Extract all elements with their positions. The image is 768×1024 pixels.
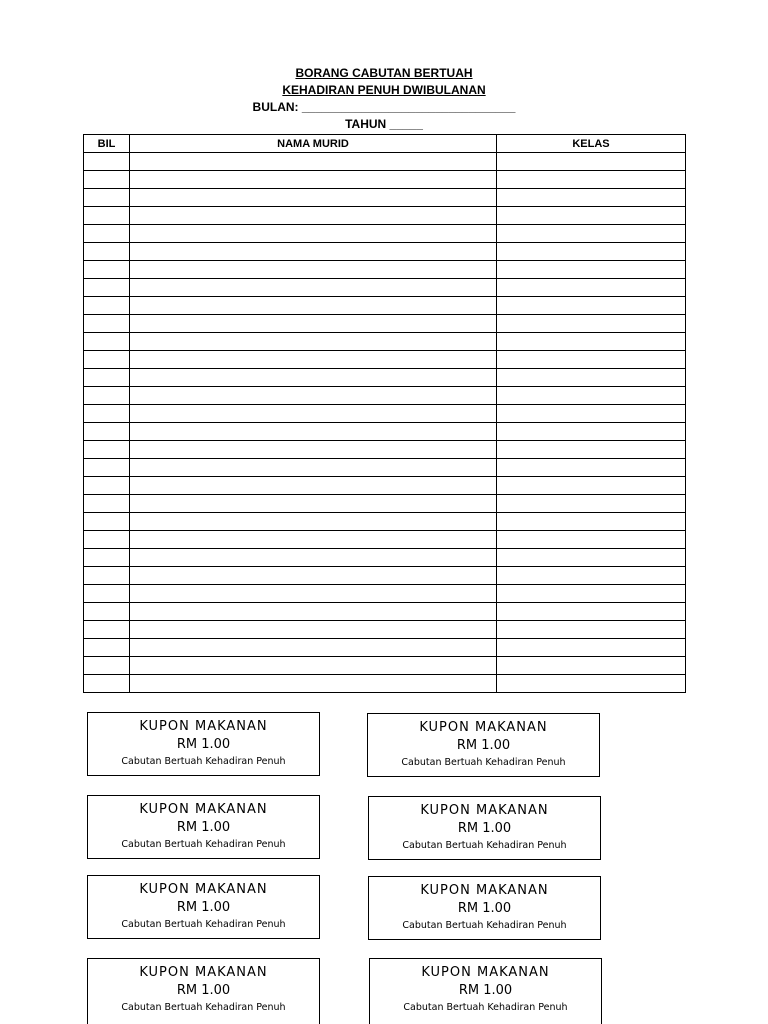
bil-cell[interactable] <box>84 567 130 585</box>
table-row <box>84 207 686 225</box>
table-row <box>84 459 686 477</box>
table-row <box>84 243 686 261</box>
coupon-caption: Cabutan Bertuah Kehadiran Penuh <box>403 1002 568 1013</box>
bil-cell[interactable] <box>84 423 130 441</box>
coupon-title: KUPON MAKANAN <box>139 802 268 817</box>
bil-cell[interactable] <box>84 261 130 279</box>
bil-cell[interactable] <box>84 585 130 603</box>
kelas-cell[interactable] <box>497 297 686 315</box>
table-row <box>84 603 686 621</box>
bulan-field: BULAN: ________________________________ <box>252 100 516 114</box>
nama-murid-cell[interactable] <box>130 675 497 693</box>
bil-cell[interactable] <box>84 279 130 297</box>
coupon-caption: Cabutan Bertuah Kehadiran Penuh <box>401 757 566 768</box>
bil-cell[interactable] <box>84 405 130 423</box>
nama-murid-cell[interactable] <box>130 261 497 279</box>
nama-murid-cell[interactable] <box>130 477 497 495</box>
table-row <box>84 351 686 369</box>
table-row <box>84 369 686 387</box>
kelas-cell[interactable] <box>497 621 686 639</box>
coupon-amount: RM 1.00 <box>176 900 231 915</box>
bil-cell[interactable] <box>84 315 130 333</box>
nama-murid-cell[interactable] <box>130 441 497 459</box>
nama-murid-cell[interactable] <box>130 315 497 333</box>
table-row <box>84 441 686 459</box>
bil-cell[interactable] <box>84 549 130 567</box>
nama-murid-cell[interactable] <box>130 459 497 477</box>
nama-murid-cell[interactable] <box>130 171 497 189</box>
kelas-cell[interactable] <box>497 225 686 243</box>
coupon <box>87 712 320 776</box>
kelas-cell[interactable] <box>497 513 686 531</box>
table-row <box>84 531 686 549</box>
coupon-caption: Cabutan Bertuah Kehadiran Penuh <box>121 919 286 930</box>
table-body <box>84 153 686 693</box>
table-row <box>84 513 686 531</box>
bil-cell[interactable] <box>84 207 130 225</box>
coupon-caption: Cabutan Bertuah Kehadiran Penuh <box>121 1002 286 1013</box>
kelas-cell[interactable] <box>497 189 686 207</box>
bil-cell[interactable] <box>84 225 130 243</box>
nama-murid-cell[interactable] <box>130 153 497 171</box>
kelas-cell[interactable] <box>497 459 686 477</box>
table-row <box>84 621 686 639</box>
table-row <box>84 279 686 297</box>
table-row <box>84 495 686 513</box>
kelas-cell[interactable] <box>497 351 686 369</box>
coupon <box>367 713 600 777</box>
kelas-cell[interactable] <box>497 639 686 657</box>
nama-murid-cell[interactable] <box>130 279 497 297</box>
kelas-cell[interactable] <box>497 333 686 351</box>
kelas-cell[interactable] <box>497 585 686 603</box>
coupon <box>368 876 601 940</box>
table-row <box>84 675 686 693</box>
bil-cell[interactable] <box>84 153 130 171</box>
coupon-amount: RM 1.00 <box>176 983 231 998</box>
nama-murid-cell[interactable] <box>130 585 497 603</box>
nama-murid-cell[interactable] <box>130 351 497 369</box>
coupon-amount: RM 1.00 <box>458 983 513 998</box>
table-row <box>84 189 686 207</box>
table-row <box>84 297 686 315</box>
table-row <box>84 585 686 603</box>
table-row <box>84 477 686 495</box>
nama-murid-cell[interactable] <box>130 297 497 315</box>
kelas-cell[interactable] <box>497 315 686 333</box>
kelas-cell[interactable] <box>497 441 686 459</box>
nama-murid-cell[interactable] <box>130 549 497 567</box>
bil-cell[interactable] <box>84 297 130 315</box>
nama-murid-cell[interactable] <box>130 387 497 405</box>
coupon-amount: RM 1.00 <box>457 901 512 916</box>
student-table <box>83 134 686 693</box>
table-row <box>84 153 686 171</box>
bil-cell[interactable] <box>84 639 130 657</box>
coupon-amount: RM 1.00 <box>176 737 231 752</box>
kelas-cell[interactable] <box>497 495 686 513</box>
coupon <box>87 875 320 939</box>
bil-cell[interactable] <box>84 675 130 693</box>
table-row <box>84 423 686 441</box>
coupon-amount: RM 1.00 <box>176 820 231 835</box>
table-row <box>84 567 686 585</box>
bil-cell[interactable] <box>84 369 130 387</box>
kelas-cell[interactable] <box>497 675 686 693</box>
coupon-title: KUPON MAKANAN <box>420 883 549 898</box>
nama-murid-cell[interactable] <box>130 369 497 387</box>
bil-cell[interactable] <box>84 657 130 675</box>
nama-murid-cell[interactable] <box>130 243 497 261</box>
table-row <box>84 387 686 405</box>
kelas-cell[interactable] <box>497 261 686 279</box>
coupon-title: KUPON MAKANAN <box>419 720 548 735</box>
coupon <box>87 795 320 859</box>
bil-cell[interactable] <box>84 477 130 495</box>
nama-murid-cell[interactable] <box>130 657 497 675</box>
nama-murid-cell[interactable] <box>130 639 497 657</box>
bil-cell[interactable] <box>84 351 130 369</box>
coupon-title: KUPON MAKANAN <box>420 803 549 818</box>
coupon-title: KUPON MAKANAN <box>139 719 268 734</box>
coupon-title: KUPON MAKANAN <box>421 965 550 980</box>
bil-cell[interactable] <box>84 189 130 207</box>
bil-cell[interactable] <box>84 513 130 531</box>
nama-murid-cell[interactable] <box>130 567 497 585</box>
kelas-cell[interactable] <box>497 405 686 423</box>
table-row <box>84 333 686 351</box>
coupon <box>369 958 602 1024</box>
nama-murid-cell[interactable] <box>130 513 497 531</box>
kelas-cell[interactable] <box>497 369 686 387</box>
nama-murid-cell[interactable] <box>130 621 497 639</box>
kelas-cell[interactable] <box>497 423 686 441</box>
nama-murid-cell[interactable] <box>130 423 497 441</box>
bil-cell[interactable] <box>84 459 130 477</box>
kelas-cell[interactable] <box>497 387 686 405</box>
table-row <box>84 225 686 243</box>
form-title: BORANG CABUTAN BERTUAH <box>295 66 473 80</box>
nama-murid-cell[interactable] <box>130 495 497 513</box>
kelas-cell[interactable] <box>497 657 686 675</box>
coupon-caption: Cabutan Bertuah Kehadiran Penuh <box>121 839 286 850</box>
kelas-cell[interactable] <box>497 153 686 171</box>
table-row <box>84 261 686 279</box>
column-header-bil: BIL <box>84 135 130 153</box>
coupon-caption: Cabutan Bertuah Kehadiran Penuh <box>402 920 567 931</box>
table-row <box>84 657 686 675</box>
table-header-row <box>84 135 686 153</box>
nama-murid-cell[interactable] <box>130 333 497 351</box>
kelas-cell[interactable] <box>497 549 686 567</box>
bil-cell[interactable] <box>84 441 130 459</box>
kelas-cell[interactable] <box>497 567 686 585</box>
bil-cell[interactable] <box>84 621 130 639</box>
table-row <box>84 639 686 657</box>
bil-cell[interactable] <box>84 531 130 549</box>
kelas-cell[interactable] <box>497 279 686 297</box>
kelas-cell[interactable] <box>497 207 686 225</box>
coupon-caption: Cabutan Bertuah Kehadiran Penuh <box>121 756 286 767</box>
column-header-nama-murid: NAMA MURID <box>130 135 497 153</box>
coupon-amount: RM 1.00 <box>457 821 512 836</box>
kelas-cell[interactable] <box>497 243 686 261</box>
bil-cell[interactable] <box>84 495 130 513</box>
bil-cell[interactable] <box>84 387 130 405</box>
table-row <box>84 315 686 333</box>
bil-cell[interactable] <box>84 603 130 621</box>
kelas-cell[interactable] <box>497 477 686 495</box>
table-row <box>84 405 686 423</box>
tahun-field: TAHUN _____ <box>345 117 423 131</box>
coupon <box>87 958 320 1024</box>
bil-cell[interactable] <box>84 171 130 189</box>
bil-cell[interactable] <box>84 333 130 351</box>
coupon-amount: RM 1.00 <box>456 738 511 753</box>
nama-murid-cell[interactable] <box>130 531 497 549</box>
nama-murid-cell[interactable] <box>130 207 497 225</box>
coupon-title: KUPON MAKANAN <box>139 882 268 897</box>
coupon <box>368 796 601 860</box>
kelas-cell[interactable] <box>497 171 686 189</box>
coupon-caption: Cabutan Bertuah Kehadiran Penuh <box>402 840 567 851</box>
form-subtitle: KEHADIRAN PENUH DWIBULANAN <box>282 83 486 97</box>
bil-cell[interactable] <box>84 243 130 261</box>
nama-murid-cell[interactable] <box>130 603 497 621</box>
table-row <box>84 171 686 189</box>
nama-murid-cell[interactable] <box>130 405 497 423</box>
coupon-title: KUPON MAKANAN <box>139 965 268 980</box>
nama-murid-cell[interactable] <box>130 225 497 243</box>
kelas-cell[interactable] <box>497 603 686 621</box>
column-header-kelas: KELAS <box>497 135 686 153</box>
table-row <box>84 549 686 567</box>
kelas-cell[interactable] <box>497 531 686 549</box>
nama-murid-cell[interactable] <box>130 189 497 207</box>
